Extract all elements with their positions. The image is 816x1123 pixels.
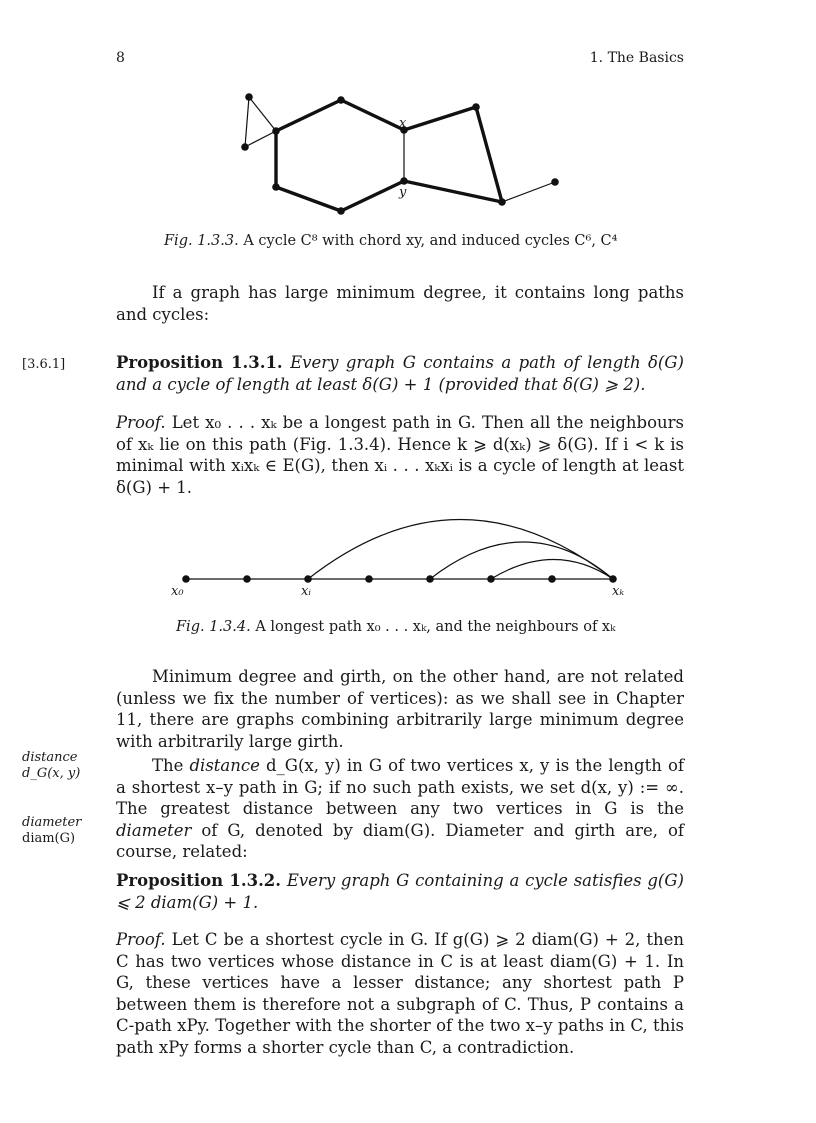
term-distance: distance: [189, 756, 260, 775]
figure-label-xk: xₖ: [612, 584, 625, 599]
paragraph-intro: If a graph has large minimum degree, it contains long paths and cycles:: [116, 283, 684, 324]
margin-note-distance: [22, 750, 80, 782]
running-title: 1. The Basics: [589, 50, 684, 66]
margin-symbol: d_G(x, y): [22, 766, 81, 781]
text: The: [152, 756, 190, 775]
text: d_G(x, y) in G of two vertices x, y is the length of a shortest x–y path in G; if no such path exists, we set d(x, y) := ∞. The greatest distance between any two vertices in G is the: [116, 756, 684, 818]
margin-note-diameter: [22, 815, 81, 847]
vertex: [548, 575, 556, 583]
paragraph-distance: [116, 755, 684, 863]
figure-label-x0: x₀: [171, 584, 184, 599]
vertex: [304, 575, 312, 583]
arc-xi-xk: [308, 520, 613, 580]
vertex: [487, 575, 495, 583]
proof-text: Let C be a shortest cycle in G. If g(G) ⩾ 2 diam(G) + 2, then C has two vertices whose distance in C is at least diam(G) + 1. In G, these vertices have a lesser distance; any shortest path P between them is therefore not a subgraph of C. Thus, P contains a C-path xPy. Together with the shorter of the two x–y paths in C, this path xPy forms a shorter cycle than C, a contradiction.: [116, 930, 684, 1057]
page-number: 8: [116, 50, 125, 66]
caption-label: Fig. 1.3.3.: [164, 233, 239, 249]
term-diameter: diameter: [116, 820, 192, 840]
figure-caption: [176, 619, 615, 635]
proposition-statement: Every graph G contains a path of length δ(G) and a cycle of length at least δ(G) + 1 (provided that δ(G) ⩾ 2).: [116, 353, 684, 394]
proposition-1-3-2: [116, 870, 684, 913]
caption-text: A cycle C⁸ with chord xy, and induced cycles C⁶, C⁴: [243, 233, 618, 249]
figure-label-y: y: [399, 185, 407, 200]
proof-2: [116, 929, 684, 1058]
margin-reference: [3.6.1]: [22, 357, 66, 372]
vertex: [365, 575, 373, 583]
proof-text: Let x₀ . . . xₖ be a longest path in G. Then all the neighbours of xₖ lie on this path (Fig. 1.3.4). Hence k ⩾ d(xₖ) ⩾ δ(G). If i < k is minimal with xᵢxₖ ∈ E(G), then xᵢ . . . xₖxᵢ is a cycle of length at least δ(G) + 1.: [116, 413, 684, 497]
caption-text: A longest path x₀ . . . xₖ, and the neighbours of xₖ: [255, 619, 616, 635]
arc-neighbour: [430, 542, 613, 579]
vertex: [182, 575, 190, 583]
vertex: [609, 575, 617, 583]
caption-label: Fig. 1.3.4.: [176, 619, 251, 635]
margin-term: distance: [22, 750, 78, 765]
proposition-label: Proposition 1.3.1.: [116, 353, 283, 372]
figure-label-xi: xᵢ: [301, 584, 311, 599]
paragraph-girth: Minimum degree and girth, on the other hand, are not related (unless we fix the number of vertices): as we shall see in Chapter 11, there are graphs combining arbitrarily large minimum degree with arbitrarily large girth.: [116, 667, 684, 751]
proof-label: Proof.: [116, 413, 166, 432]
text: of G, denoted by diam(G). Diameter and girth are, of course, related:: [116, 820, 684, 861]
proof-label: Proof.: [116, 930, 166, 949]
margin-symbol: diam(G): [22, 831, 76, 846]
proposition-label: Proposition 1.3.2.: [116, 871, 282, 890]
figure-label-x: x: [399, 116, 407, 131]
vertex: [426, 575, 434, 583]
proposition-statement: Every graph G containing a cycle satisfies g(G) ⩽ 2 diam(G) + 1.: [116, 871, 684, 912]
margin-term: diameter: [22, 815, 82, 830]
vertex: [243, 575, 251, 583]
